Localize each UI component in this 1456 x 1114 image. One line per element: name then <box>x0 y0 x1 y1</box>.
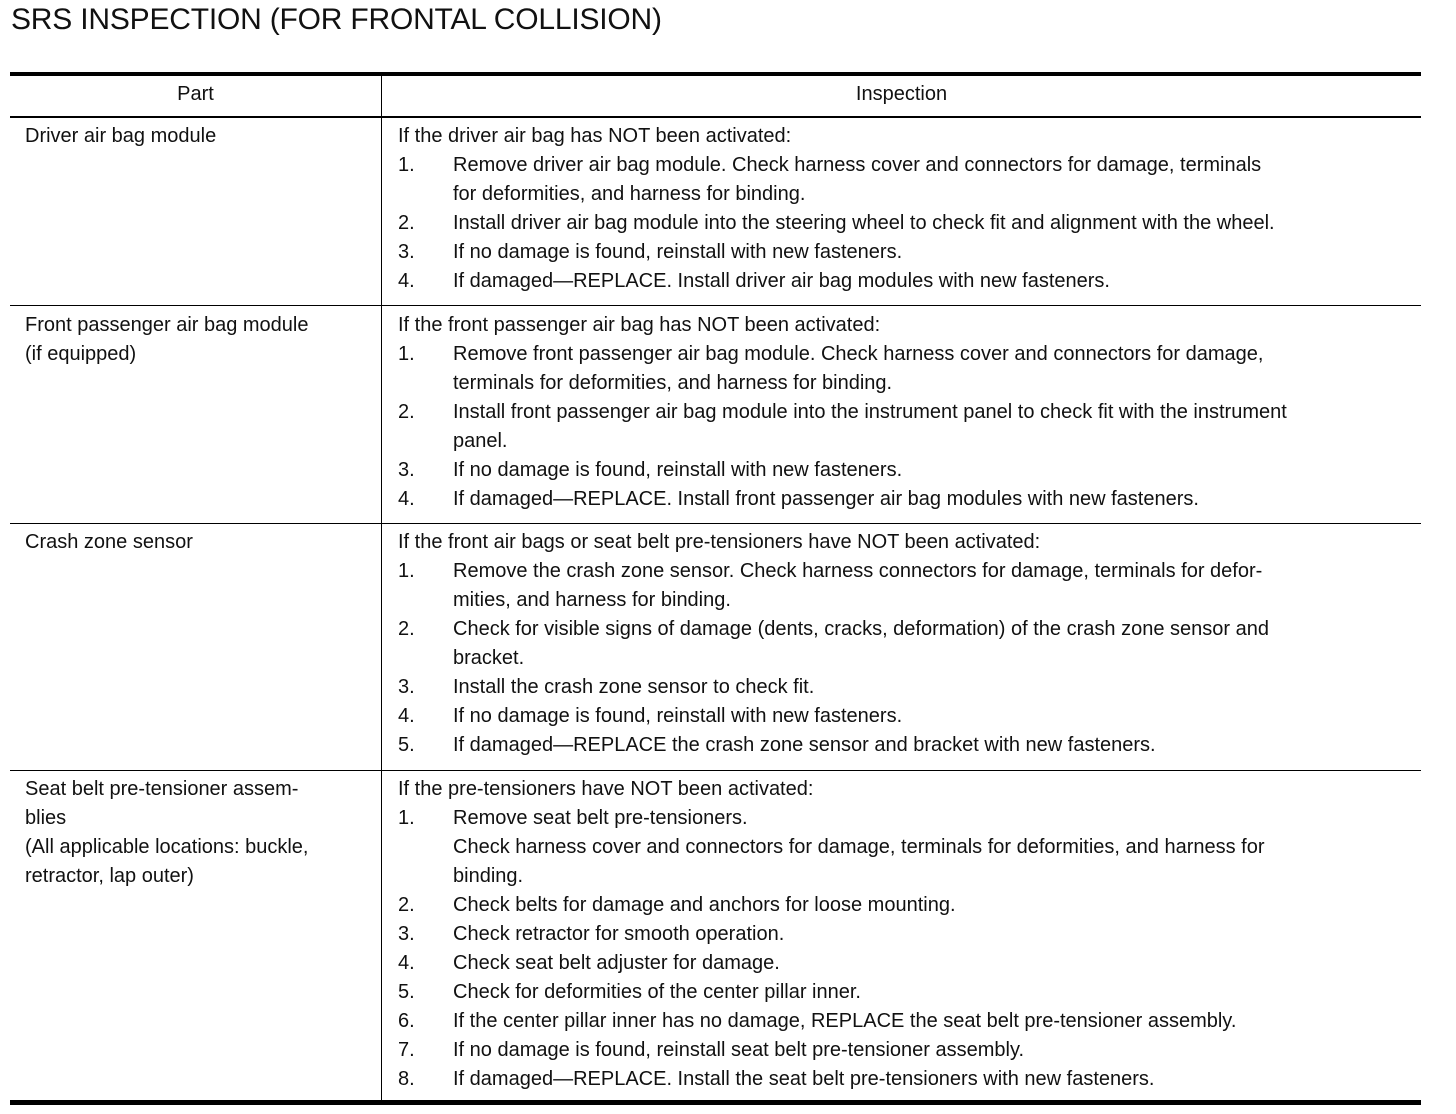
inspection-step <box>398 340 1418 398</box>
inspection-step <box>398 398 1418 456</box>
step-text: Check retractor for smooth operation. <box>453 923 785 945</box>
step-text: mities, and harness for binding. <box>453 589 731 611</box>
table-row-inspection-driver-air-bag-module <box>398 122 1418 296</box>
step-text: Remove seat belt pre-tensioners. <box>453 807 748 829</box>
step-text: panel. <box>453 430 508 452</box>
step-text: for deformities, and harness for binding. <box>453 183 806 205</box>
step-number: 5. <box>398 981 415 1003</box>
step-text: If no damage is found, reinstall with new fasteners. <box>453 241 903 263</box>
step-number: 1. <box>398 807 415 829</box>
step-text: Check for visible signs of damage (dents, cracks, deformation) of the crash zone sensor and <box>453 618 1269 640</box>
table-row-part-crash-zone-sensor <box>25 528 370 557</box>
inspection-step <box>398 949 1418 978</box>
table-row-inspection-front-passenger-air-bag-module <box>398 311 1418 514</box>
step-text: Remove driver air bag module. Check harness cover and connectors for damage, terminals <box>453 154 1262 176</box>
step-text: Check seat belt adjuster for damage. <box>453 952 780 974</box>
step-text: terminals for deformities, and harness for binding. <box>453 372 893 394</box>
step-text: Remove front passenger air bag module. Check harness cover and connectors for damage, <box>453 343 1264 365</box>
inspection-lead: If the driver air bag has NOT been activated: <box>398 125 792 147</box>
step-text: binding. <box>453 865 524 887</box>
part-text: Front passenger air bag module <box>25 314 309 336</box>
step-text: If damaged—REPLACE the crash zone sensor and bracket with new fasteners. <box>453 734 1156 756</box>
inspection-step <box>398 1065 1418 1094</box>
page-title: SRS INSPECTION (FOR FRONTAL COLLISION) <box>11 3 662 36</box>
step-text: If no damage is found, reinstall seat belt pre-tensioner assembly. <box>453 1039 1025 1061</box>
step-number: 4. <box>398 705 415 727</box>
step-number: 3. <box>398 923 415 945</box>
step-text: Remove the crash zone sensor. Check harness connectors for damage, terminals for defor- <box>453 560 1263 582</box>
inspection-step <box>398 267 1418 296</box>
step-text: Install driver air bag module into the steering wheel to check fit and alignment with the wheel. <box>453 212 1275 234</box>
part-text: Driver air bag module <box>25 125 217 147</box>
header-inspection: Inspection <box>855 83 948 105</box>
header-rule <box>10 116 1421 118</box>
row-divider <box>10 305 1421 306</box>
inspection-step <box>398 209 1418 238</box>
part-text: blies <box>25 807 67 829</box>
inspection-lead: If the front passenger air bag has NOT been activated: <box>398 314 881 336</box>
table-row-part-front-passenger-air-bag-module <box>25 311 370 369</box>
inspection-step <box>398 615 1418 673</box>
step-number: 3. <box>398 241 415 263</box>
row-divider <box>10 523 1421 524</box>
step-number: 3. <box>398 676 415 698</box>
inspection-step <box>398 702 1418 731</box>
step-number: 2. <box>398 401 415 423</box>
step-number: 1. <box>398 343 415 365</box>
part-text: Crash zone sensor <box>25 531 193 553</box>
inspection-step <box>398 456 1418 485</box>
step-number: 6. <box>398 1010 415 1032</box>
column-divider <box>381 76 382 1100</box>
header-part: Part <box>177 83 214 105</box>
step-number: 1. <box>398 154 415 176</box>
table-row-part-seat-belt-pre-tensioner-assemblies <box>25 775 370 891</box>
step-text: Check belts for damage and anchors for loose mounting. <box>453 894 956 916</box>
step-number: 2. <box>398 618 415 640</box>
step-text: Check harness cover and connectors for damage, terminals for deformities, and harness for <box>453 836 1265 858</box>
inspection-step <box>398 1036 1418 1065</box>
step-number: 8. <box>398 1068 415 1090</box>
inspection-step <box>398 804 1418 891</box>
step-number: 1. <box>398 560 415 582</box>
step-number: 4. <box>398 270 415 292</box>
step-number: 7. <box>398 1039 415 1061</box>
table-row-part-driver-air-bag-module <box>25 122 370 151</box>
inspection-step <box>398 673 1418 702</box>
row-divider <box>10 770 1421 771</box>
table-row-inspection-seat-belt-pre-tensioner-assemblies <box>398 775 1418 1094</box>
step-text: If the center pillar inner has no damage, REPLACE the seat belt pre-tensioner assembly. <box>453 1010 1237 1032</box>
inspection-step <box>398 920 1418 949</box>
inspection-step <box>398 557 1418 615</box>
step-number: 5. <box>398 734 415 756</box>
inspection-lead: If the pre-tensioners have NOT been activated: <box>398 778 814 800</box>
inspection-step <box>398 891 1418 920</box>
step-number: 2. <box>398 212 415 234</box>
step-text: If no damage is found, reinstall with new fasteners. <box>453 705 903 727</box>
part-text: (All applicable locations: buckle, <box>25 836 309 858</box>
inspection-lead: If the front air bags or seat belt pre-tensioners have NOT been activated: <box>398 531 1041 553</box>
table-row-inspection-crash-zone-sensor <box>398 528 1418 760</box>
step-number: 3. <box>398 459 415 481</box>
table-top-rule <box>10 72 1421 76</box>
step-text: If damaged—REPLACE. Install driver air bag modules with new fasteners. <box>453 270 1110 292</box>
step-text: Install the crash zone sensor to check fit. <box>453 676 815 698</box>
inspection-step <box>398 151 1418 209</box>
inspection-step <box>398 731 1418 760</box>
step-number: 4. <box>398 952 415 974</box>
step-text: bracket. <box>453 647 525 669</box>
step-number: 2. <box>398 894 415 916</box>
inspection-step <box>398 238 1418 267</box>
part-text: retractor, lap outer) <box>25 865 194 887</box>
step-text: If no damage is found, reinstall with new fasteners. <box>453 459 903 481</box>
inspection-step <box>398 1007 1418 1036</box>
part-text: Seat belt pre-tensioner assem- <box>25 778 299 800</box>
step-text: If damaged—REPLACE. Install the seat belt pre-tensioners with new fasteners. <box>453 1068 1155 1090</box>
step-text: Install front passenger air bag module into the instrument panel to check fit with the instrument <box>453 401 1287 423</box>
step-number: 4. <box>398 488 415 510</box>
inspection-step <box>398 978 1418 1007</box>
part-text: (if equipped) <box>25 343 137 365</box>
table-bottom-rule <box>10 1100 1421 1105</box>
step-text: Check for deformities of the center pillar inner. <box>453 981 861 1003</box>
inspection-step <box>398 485 1418 514</box>
step-text: If damaged—REPLACE. Install front passenger air bag modules with new fasteners. <box>453 488 1199 510</box>
